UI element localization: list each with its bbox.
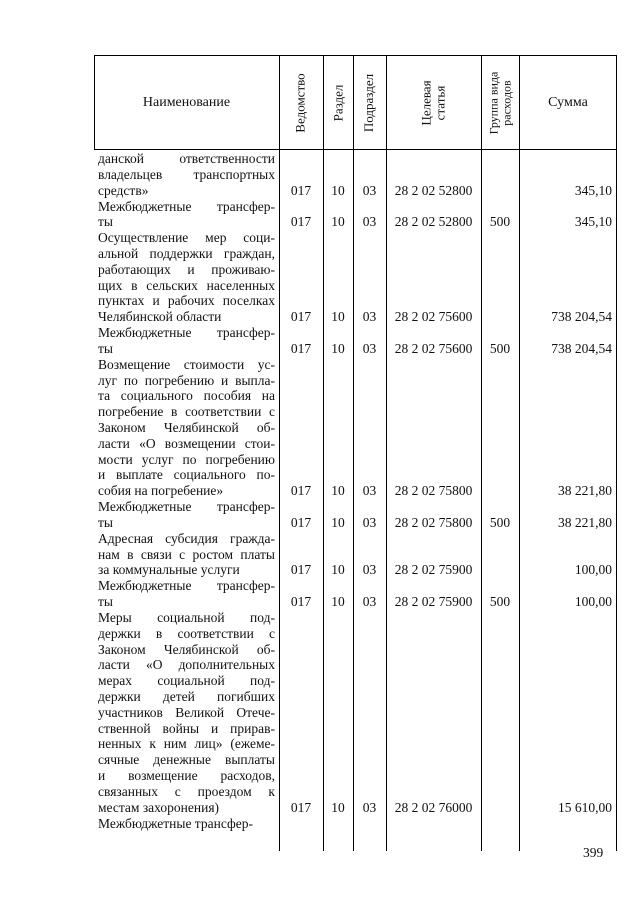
row-name-line: местам захоронения): [98, 799, 220, 815]
row-name-line: ты: [98, 214, 113, 230]
row-name-line: Законом Челябинской об-: [98, 641, 275, 657]
header-celevaya-line1: Целевая: [418, 79, 434, 126]
row-name-line: держки детей погибших: [98, 688, 275, 704]
row-name-line: Меры социальной под-: [98, 610, 275, 625]
row-name-line: ласти «О дополнительных: [98, 657, 275, 673]
row-summa: 738 204,54: [551, 309, 612, 325]
row-razdel: 10: [331, 562, 345, 578]
row-vedomstvo: 017: [290, 309, 312, 325]
table-row: [94, 610, 617, 815]
row-podrazdel: 03: [362, 182, 377, 198]
table-row: [94, 499, 617, 531]
row-name-line: за коммунальные услуги: [98, 562, 240, 578]
row-name-line: связанных с проездом к: [98, 783, 275, 799]
row-celevaya: 28 2 02 75900: [394, 594, 473, 610]
row-celevaya: 28 2 02 76000: [394, 799, 473, 815]
row-name-line: мости услуг по погребению: [98, 451, 275, 467]
row-podrazdel: 03: [362, 594, 377, 610]
header-celevaya: [386, 56, 481, 149]
row-name: [98, 578, 275, 610]
row-name-line: Межбюджетные трансфер-: [98, 198, 275, 214]
budget-table: [94, 55, 617, 851]
row-vedomstvo: 017: [290, 594, 312, 610]
row-name: [98, 610, 275, 815]
row-name-line: владельцев транспортных: [98, 166, 275, 182]
row-summa: 38 221,80: [558, 483, 612, 499]
row-name-line: нам в связи с ростом платы: [98, 546, 275, 562]
row-celevaya: 28 2 02 75800: [394, 483, 473, 499]
row-summa: 345,10: [574, 214, 612, 230]
header-summa: Сумма: [548, 94, 588, 110]
row-name: [98, 499, 275, 531]
row-name-line: данской ответственности: [98, 151, 275, 166]
row-razdel: 10: [331, 483, 345, 499]
row-name-line: ственной войны и прирав-: [98, 720, 275, 736]
row-name-line: ты: [98, 340, 113, 356]
row-razdel: 10: [331, 514, 345, 530]
header-podrazdel-text: Подраздел: [361, 73, 377, 132]
header-celevaya-text: [419, 80, 447, 125]
row-vedomstvo: 017: [290, 514, 312, 530]
table-row: [94, 578, 617, 610]
row-name-line: Межбюджетные трансфер-: [98, 325, 275, 341]
row-name-line: Межбюджетные трансфер-: [98, 499, 275, 515]
row-name-line: работающих и проживаю-: [98, 261, 275, 277]
row-name: [98, 325, 275, 357]
row-summa: 15 610,00: [558, 799, 612, 815]
row-name-line: пунктах и рабочих поселках: [98, 293, 275, 309]
row-razdel: 10: [331, 340, 345, 356]
row-vedomstvo: 017: [290, 214, 312, 230]
row-razdel: 10: [331, 309, 345, 325]
row-name-line: держки в соответствии с: [98, 625, 275, 641]
header-gruppa-line2: расходов: [499, 79, 513, 126]
table-row: [94, 325, 617, 357]
row-celevaya: 28 2 02 75600: [394, 309, 473, 325]
row-podrazdel: 03: [362, 483, 377, 499]
row-name-line: Законом Челябинской об-: [98, 419, 275, 435]
row-name-line: щих в сельских населенных: [98, 277, 275, 293]
row-summa: 100,00: [574, 562, 612, 578]
row-name-line: Осуществление мер соци-: [98, 230, 275, 246]
row-name-line: собия на погребение»: [98, 483, 224, 499]
row-name: [98, 816, 275, 832]
row-name-line: луг по погребению и выпла-: [98, 372, 275, 388]
row-podrazdel: 03: [362, 562, 377, 578]
row-summa: 38 221,80: [558, 514, 612, 530]
row-name-line: ласти «О возмещении стои-: [98, 435, 275, 451]
row-gruppa: 500: [489, 214, 511, 230]
header-podrazdel: [353, 56, 386, 149]
row-podrazdel: 03: [362, 514, 377, 530]
row-gruppa: 500: [489, 594, 511, 610]
row-name-line: ты: [98, 594, 113, 610]
row-celevaya: 28 2 02 75600: [394, 340, 473, 356]
table-row: [94, 230, 617, 325]
row-name-line: Адресная субсидия гражда-: [98, 530, 275, 546]
row-vedomstvo: 017: [290, 182, 312, 198]
row-name-line: ненных к ним лиц» (ежеме-: [98, 736, 275, 752]
row-summa: 738 204,54: [551, 340, 612, 356]
row-name-line: участников Великой Отече-: [98, 704, 275, 720]
row-gruppa: 500: [489, 514, 511, 530]
row-name-line: та социального пособия на: [98, 388, 275, 404]
page-number: 399: [583, 845, 604, 860]
row-razdel: 10: [331, 182, 345, 198]
row-razdel: 10: [331, 214, 345, 230]
row-vedomstvo: 017: [290, 562, 312, 578]
header-vedomstvo: [279, 56, 323, 149]
header-name: Наименование: [142, 94, 231, 110]
row-name-line: средств»: [98, 182, 149, 198]
table-row: [94, 199, 617, 231]
table-row: [94, 531, 617, 578]
row-summa: 345,10: [574, 182, 612, 198]
row-vedomstvo: 017: [290, 340, 312, 356]
header-gruppa: [481, 56, 519, 149]
table-row: [94, 151, 617, 198]
row-gruppa: 500: [489, 340, 511, 356]
row-celevaya: 28 2 02 75900: [394, 562, 473, 578]
row-name-line: Возмещение стоимости ус-: [98, 356, 275, 372]
row-name: [98, 151, 275, 198]
row-vedomstvo: 017: [290, 483, 312, 499]
row-name-line: Межбюджетные трансфер-: [98, 815, 253, 831]
row-vedomstvo: 017: [290, 799, 312, 815]
table-row: [94, 357, 617, 499]
row-celevaya: 28 2 02 75800: [394, 514, 473, 530]
row-podrazdel: 03: [362, 309, 377, 325]
header-celevaya-line2: статья: [432, 85, 448, 120]
header-gruppa-line1: Группа вида: [486, 71, 500, 134]
row-razdel: 10: [331, 799, 345, 815]
row-name-line: ты: [98, 514, 113, 530]
row-name: [98, 199, 275, 231]
row-name-line: и возмещение расходов,: [98, 767, 275, 783]
row-celevaya: 28 2 02 52800: [394, 214, 473, 230]
header-gruppa-text: [487, 71, 513, 134]
row-name-line: альной поддержки граждан,: [98, 245, 275, 261]
header-razdel-text: Раздел: [330, 84, 345, 121]
header-razdel: [323, 56, 353, 149]
row-name-line: погребение в соответствии с: [98, 404, 275, 420]
row-name-line: и выплате социального по-: [98, 467, 275, 483]
table-row: [94, 816, 617, 832]
row-summa: 100,00: [574, 594, 612, 610]
row-name-line: мерах социальной под-: [98, 673, 275, 689]
table-body: [94, 150, 617, 851]
header-vedomstvo-text: Ведомство: [293, 72, 308, 133]
row-name: [98, 531, 275, 578]
row-name-line: сячные денежные выплаты: [98, 752, 275, 768]
row-razdel: 10: [331, 594, 345, 610]
row-celevaya: 28 2 02 52800: [394, 182, 473, 198]
row-name-line: Челябинской области: [98, 309, 222, 325]
row-podrazdel: 03: [362, 799, 377, 815]
row-podrazdel: 03: [362, 214, 377, 230]
row-name-line: Межбюджетные трансфер-: [98, 578, 275, 594]
row-name: [98, 230, 275, 325]
row-name: [98, 357, 275, 499]
row-podrazdel: 03: [362, 340, 377, 356]
table-header: [94, 55, 617, 150]
